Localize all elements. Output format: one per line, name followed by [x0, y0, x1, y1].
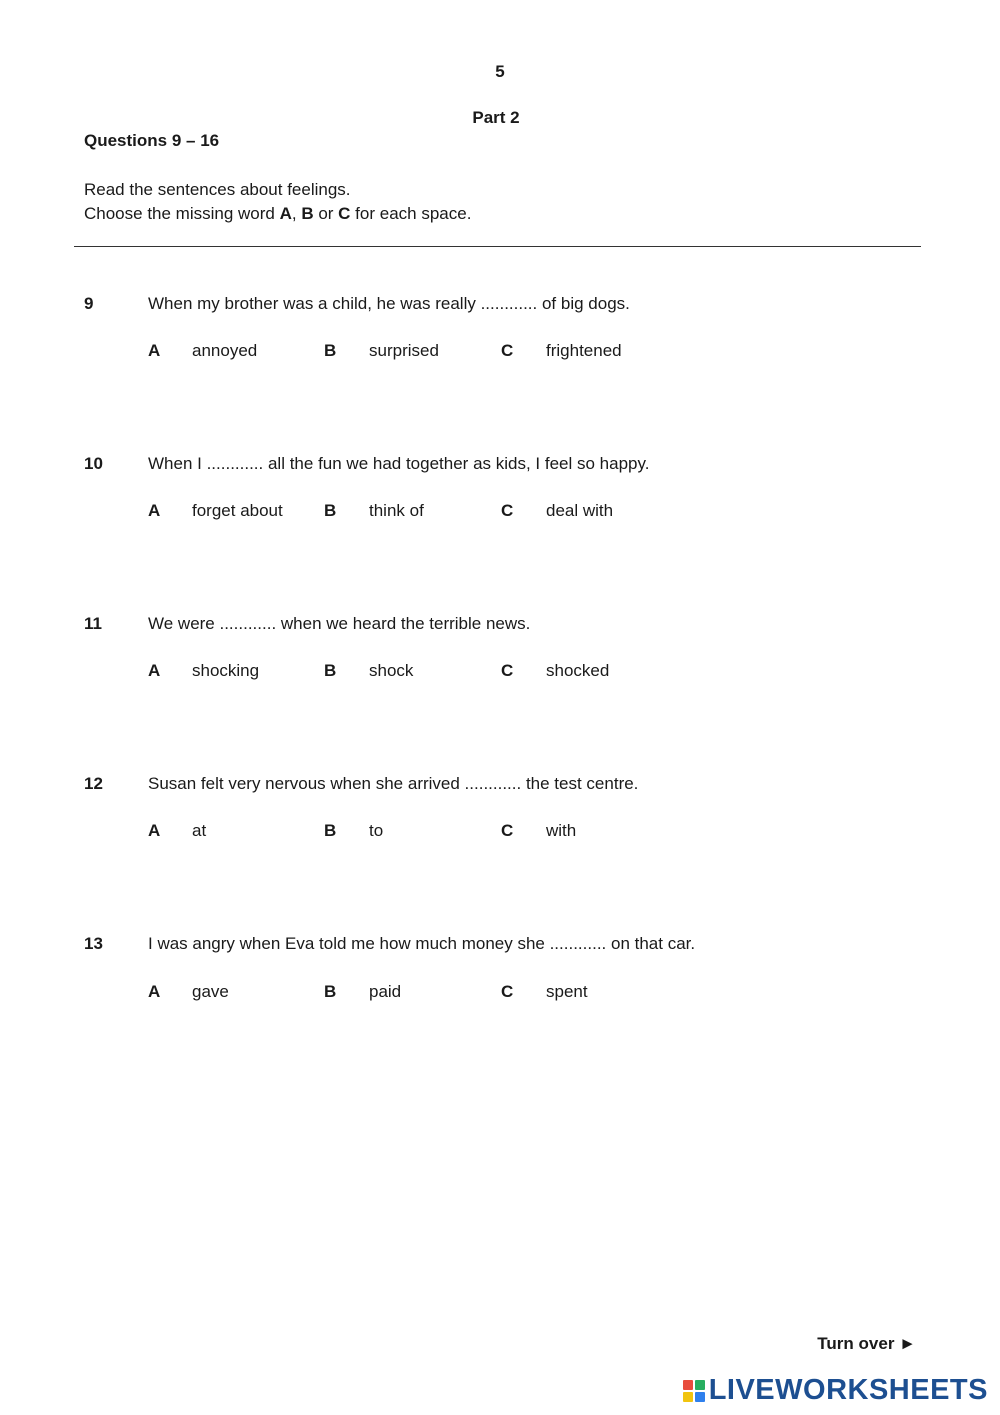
option-letter: C [501, 341, 514, 360]
option-letter: A [148, 982, 161, 1001]
logo-text: LIVEWORKSHEETS [708, 1374, 988, 1406]
question-number: 12 [84, 774, 103, 793]
option-letter: C [501, 982, 514, 1001]
option-letter: B [324, 501, 337, 520]
option-letter: B [324, 341, 337, 360]
option-letter: A [148, 501, 161, 520]
option-text[interactable]: deal with [546, 501, 614, 520]
option-text[interactable]: frightened [546, 341, 622, 360]
option-text[interactable]: think of [369, 501, 424, 520]
logo-square [683, 1380, 693, 1390]
question-text: When my brother was a child, he was really ............ of big dogs. [148, 294, 630, 313]
option-text[interactable]: annoyed [192, 341, 258, 360]
liveworksheets-logo [683, 1374, 988, 1407]
option-text[interactable]: paid [369, 982, 402, 1001]
question-text: When I ............ all the fun we had together as kids, I feel so happy. [148, 454, 650, 473]
option-letter: A [148, 821, 161, 840]
question-text: I was angry when Eva told me how much money she ............ on that car. [148, 934, 696, 953]
option-text[interactable]: forget about [192, 501, 283, 520]
instructions [84, 178, 471, 226]
logo-mark-icon [683, 1380, 705, 1402]
logo-square [683, 1392, 693, 1402]
option-text[interactable]: gave [192, 982, 229, 1001]
question-number: 13 [84, 934, 103, 953]
option-text[interactable]: with [546, 821, 577, 840]
option-text[interactable]: shocked [546, 661, 610, 680]
question-text: Susan felt very nervous when she arrived ............ the test centre. [148, 774, 639, 793]
turn-over-label: Turn over ► [817, 1334, 916, 1353]
page-number: 5 [495, 62, 505, 81]
option-letter: A [148, 661, 161, 680]
option-text[interactable]: shock [369, 661, 414, 680]
option-letter: C [501, 661, 514, 680]
option-text[interactable]: to [369, 821, 384, 840]
question-number: 11 [84, 614, 102, 633]
option-letter: C [501, 501, 514, 520]
questions-range-heading: Questions 9 – 16 [84, 131, 220, 150]
question-text: We were ............ when we heard the terrible news. [148, 614, 531, 633]
question-number: 9 [84, 294, 94, 313]
part-title: Part 2 [472, 108, 520, 127]
question-number: 10 [84, 454, 103, 473]
logo-square [695, 1380, 705, 1390]
instructions-line-2: Choose the missing word A, B or C for each space. [84, 204, 472, 223]
instructions-line-1: Read the sentences about feelings. [84, 180, 351, 199]
option-letter: B [324, 982, 337, 1001]
option-letter: B [324, 821, 337, 840]
option-letter: C [501, 821, 514, 840]
option-text[interactable]: surprised [369, 341, 439, 360]
logo-square [695, 1392, 705, 1402]
option-letter: A [148, 341, 161, 360]
option-text[interactable]: shocking [192, 661, 260, 680]
option-text[interactable]: spent [546, 982, 588, 1001]
option-letter: B [324, 661, 337, 680]
divider [74, 246, 921, 247]
option-text[interactable]: at [192, 821, 207, 840]
